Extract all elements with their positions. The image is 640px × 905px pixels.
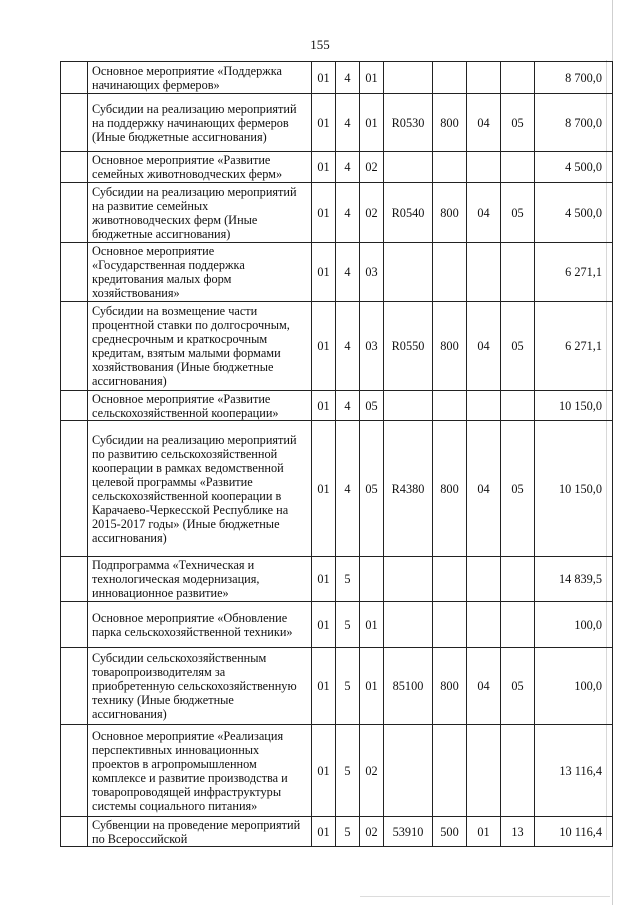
row-subprogram-code: 5 [336, 817, 360, 847]
row-subsection-code: 05 [501, 183, 535, 243]
row-section-code [467, 152, 501, 183]
row-target-code: R0550 [384, 302, 433, 391]
row-name-cell: Основное мероприятие «Государственная поддержка кредитования малых форм хозяйствования» [88, 243, 312, 302]
row-subsection-code [501, 243, 535, 302]
row-section-code [467, 62, 501, 94]
row-amount: 4 500,0 [535, 152, 613, 183]
row-subprogram-code: 4 [336, 302, 360, 391]
row-subprogram-code: 5 [336, 602, 360, 648]
row-subsection-code [501, 62, 535, 94]
page-number: 155 [310, 37, 330, 52]
row-ministry-code: 01 [312, 302, 336, 391]
row-amount: 100,0 [535, 648, 613, 725]
row-amount: 6 271,1 [535, 243, 613, 302]
row-target-code: 53910 [384, 817, 433, 847]
table-row [61, 152, 613, 183]
row-ministry-code: 01 [312, 391, 336, 421]
scan-smudge [360, 896, 610, 897]
row-subprogram-code: 4 [336, 421, 360, 557]
row-blank-cell [61, 421, 88, 557]
row-subprogram-code: 5 [336, 557, 360, 602]
table-row [61, 391, 613, 421]
table-row [61, 602, 613, 648]
row-subprogram-code: 5 [336, 648, 360, 725]
row-name-cell: Субсидии на реализацию мероприятий на развитие семейных животноводческих ферм (Иные бюджетные ассигнования) [88, 183, 312, 243]
row-event-code: 01 [360, 62, 384, 94]
row-expense-type [433, 557, 467, 602]
row-subprogram-code: 4 [336, 94, 360, 152]
row-expense-type [433, 602, 467, 648]
row-target-code: R0540 [384, 183, 433, 243]
row-name-cell: Субсидии сельскохозяйственным товаропроизводителям за приобретенную сельскохозяйственную технику (Иные бюджетные ассигнования) [88, 648, 312, 725]
row-blank-cell [61, 725, 88, 817]
row-amount: 8 700,0 [535, 94, 613, 152]
row-ministry-code: 01 [312, 725, 336, 817]
row-blank-cell [61, 817, 88, 847]
row-subsection-code [501, 391, 535, 421]
row-target-code [384, 602, 433, 648]
row-expense-type [433, 62, 467, 94]
row-subsection-code: 05 [501, 648, 535, 725]
row-subprogram-code: 4 [336, 243, 360, 302]
row-event-code: 05 [360, 421, 384, 557]
row-expense-type: 800 [433, 94, 467, 152]
row-ministry-code: 01 [312, 421, 336, 557]
row-name-cell: Основное мероприятие «Поддержка начинающих фермеров» [88, 62, 312, 94]
table-row [61, 421, 613, 557]
row-expense-type: 500 [433, 817, 467, 847]
row-section-code [467, 243, 501, 302]
row-section-code: 04 [467, 94, 501, 152]
row-section-code [467, 725, 501, 817]
row-event-code: 02 [360, 817, 384, 847]
table-row [61, 648, 613, 725]
row-subprogram-code: 4 [336, 391, 360, 421]
row-expense-type [433, 725, 467, 817]
row-subsection-code [501, 557, 535, 602]
row-expense-type: 800 [433, 302, 467, 391]
row-subprogram-code: 5 [336, 725, 360, 817]
row-blank-cell [61, 152, 88, 183]
row-subsection-code [501, 725, 535, 817]
row-target-code [384, 152, 433, 183]
row-name-cell: Основное мероприятие «Реализация перспективных инновационных проектов в агропромышленном комплексе и развитие производства и товаропроводящей инфраструктуры системы социального питания» [88, 725, 312, 817]
table-row [61, 183, 613, 243]
row-ministry-code: 01 [312, 602, 336, 648]
row-subprogram-code: 4 [336, 183, 360, 243]
row-event-code: 01 [360, 602, 384, 648]
row-event-code: 02 [360, 725, 384, 817]
row-target-code: R4380 [384, 421, 433, 557]
row-amount: 4 500,0 [535, 183, 613, 243]
row-expense-type: 800 [433, 183, 467, 243]
row-expense-type: 800 [433, 421, 467, 557]
row-subprogram-code: 4 [336, 62, 360, 94]
row-ministry-code: 01 [312, 243, 336, 302]
row-ministry-code: 01 [312, 557, 336, 602]
table-body [61, 62, 613, 847]
row-section-code [467, 602, 501, 648]
row-target-code [384, 557, 433, 602]
row-section-code [467, 391, 501, 421]
table-row [61, 94, 613, 152]
row-target-code: 85100 [384, 648, 433, 725]
row-blank-cell [61, 183, 88, 243]
row-target-code [384, 62, 433, 94]
row-amount: 100,0 [535, 602, 613, 648]
row-expense-type [433, 243, 467, 302]
row-name-cell: Субсидии на реализацию мероприятий по развитию сельскохозяйственной кооперации в рамках ведомственной целевой программы «Развитие сельскохозяйственной кооперации в Карачаево-Черкесской Республике на 2015-2017 годы» (Иные бюджетные ассигнования) [88, 421, 312, 557]
row-blank-cell [61, 391, 88, 421]
row-expense-type [433, 152, 467, 183]
row-blank-cell [61, 62, 88, 94]
row-subsection-code: 13 [501, 817, 535, 847]
row-event-code [360, 557, 384, 602]
row-amount: 6 271,1 [535, 302, 613, 391]
row-event-code: 02 [360, 183, 384, 243]
row-ministry-code: 01 [312, 94, 336, 152]
table-row [61, 302, 613, 391]
row-event-code: 03 [360, 243, 384, 302]
row-target-code [384, 725, 433, 817]
row-section-code: 04 [467, 302, 501, 391]
row-ministry-code: 01 [312, 183, 336, 243]
row-amount: 8 700,0 [535, 62, 613, 94]
row-ministry-code: 01 [312, 62, 336, 94]
row-expense-type [433, 391, 467, 421]
row-subsection-code: 05 [501, 302, 535, 391]
row-target-code [384, 243, 433, 302]
table-row [61, 557, 613, 602]
row-amount: 14 839,5 [535, 557, 613, 602]
row-target-code: R0530 [384, 94, 433, 152]
row-ministry-code: 01 [312, 152, 336, 183]
row-blank-cell [61, 557, 88, 602]
table-row [61, 725, 613, 817]
row-section-code: 04 [467, 183, 501, 243]
row-event-code: 01 [360, 94, 384, 152]
row-name-cell: Подпрограмма «Техническая и технологическая модернизация, инновационное развитие» [88, 557, 312, 602]
row-event-code: 01 [360, 648, 384, 725]
row-section-code [467, 557, 501, 602]
row-amount: 13 116,4 [535, 725, 613, 817]
row-name-cell: Субсидии на возмещение части процентной ставки по долгосрочным, среднесрочным и краткосрочным кредитам, взятым малыми формами хозяйствования (Иные бюджетные ассигнования) [88, 302, 312, 391]
row-subsection-code: 05 [501, 421, 535, 557]
row-section-code: 04 [467, 648, 501, 725]
budget-table [60, 61, 613, 847]
row-amount: 10 116,4 [535, 817, 613, 847]
row-blank-cell [61, 302, 88, 391]
row-ministry-code: 01 [312, 648, 336, 725]
row-subsection-code [501, 602, 535, 648]
row-event-code: 05 [360, 391, 384, 421]
row-amount: 10 150,0 [535, 391, 613, 421]
table-row [61, 243, 613, 302]
row-name-cell: Основное мероприятие «Развитие семейных животноводческих ферм» [88, 152, 312, 183]
row-blank-cell [61, 94, 88, 152]
row-blank-cell [61, 648, 88, 725]
row-section-code: 04 [467, 421, 501, 557]
row-expense-type: 800 [433, 648, 467, 725]
row-amount: 10 150,0 [535, 421, 613, 557]
row-name-cell: Субвенции на проведение мероприятий по Всероссийской [88, 817, 312, 847]
row-target-code [384, 391, 433, 421]
row-name-cell: Основное мероприятие «Обновление парка сельскохозяйственной техники» [88, 602, 312, 648]
row-name-cell: Субсидии на реализацию мероприятий на поддержку начинающих фермеров (Иные бюджетные ассигнования) [88, 94, 312, 152]
row-name-cell: Основное мероприятие «Развитие сельскохозяйственной кооперации» [88, 391, 312, 421]
row-blank-cell [61, 602, 88, 648]
row-subsection-code: 05 [501, 94, 535, 152]
row-event-code: 03 [360, 302, 384, 391]
row-ministry-code: 01 [312, 817, 336, 847]
row-subprogram-code: 4 [336, 152, 360, 183]
row-event-code: 02 [360, 152, 384, 183]
row-blank-cell [61, 243, 88, 302]
row-subsection-code [501, 152, 535, 183]
row-section-code: 01 [467, 817, 501, 847]
table-row [61, 817, 613, 847]
table-row [61, 62, 613, 94]
